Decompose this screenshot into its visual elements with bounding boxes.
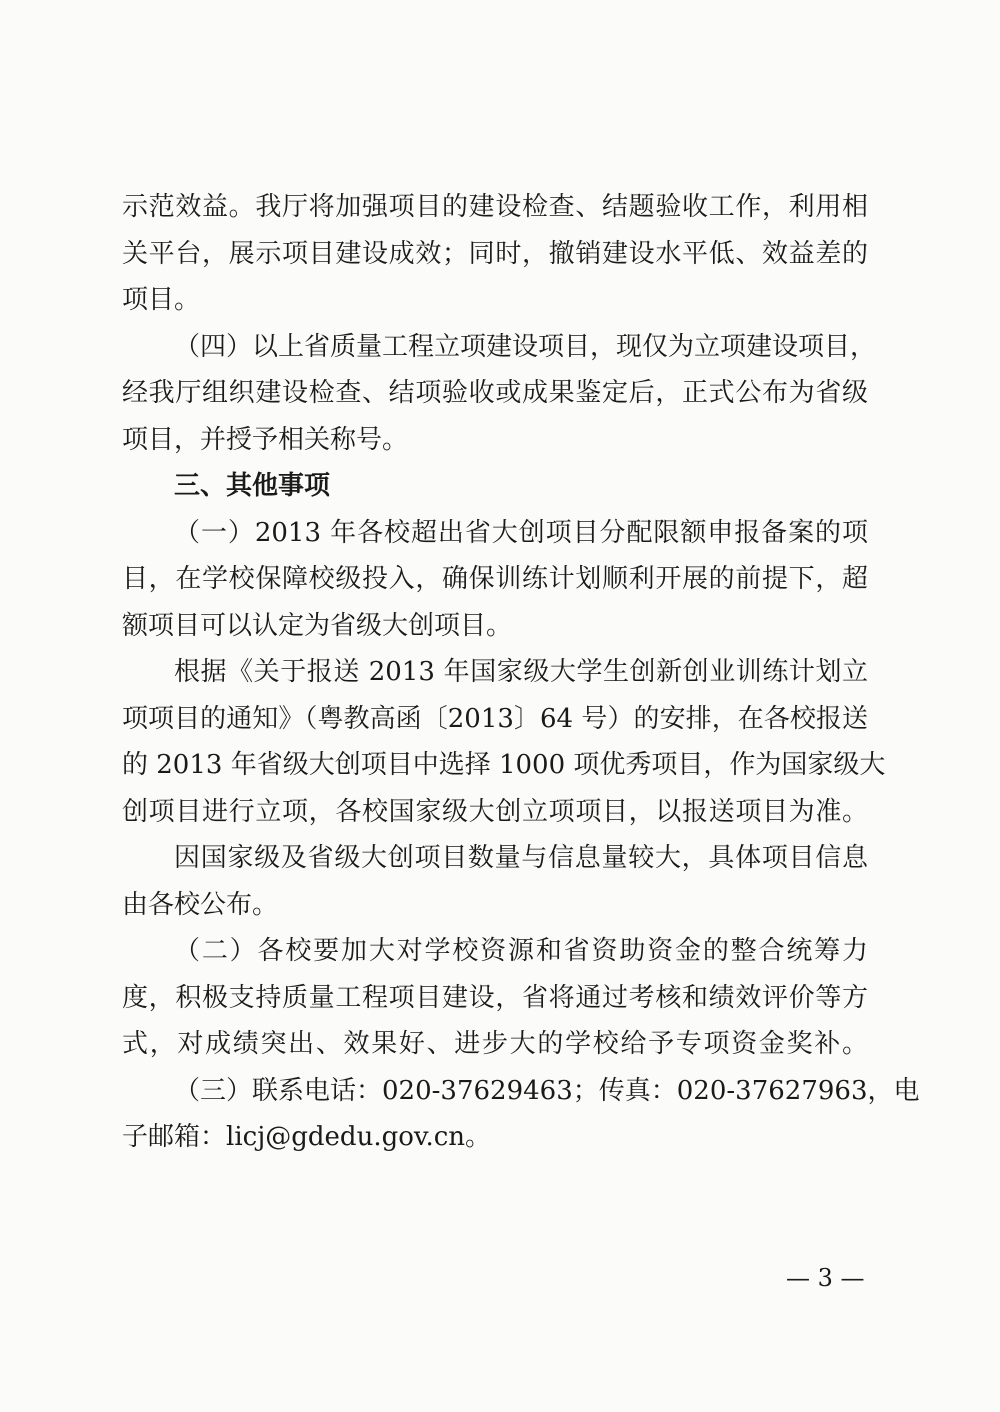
- line-text: 因国家级及省级大创项目数量与信息量较大，具体项目信息: [174, 843, 868, 873]
- line-text: 示范效益。我厅将加强项目的建设检查、结题验收工作，利用相: [122, 192, 868, 222]
- text-line: [122, 184, 868, 231]
- line-text: 项目，并授予相关称号。: [122, 424, 409, 455]
- line-text: 的 2013 年省级大创项目中选择 1000 项优秀项目，作为国家级大: [122, 750, 886, 780]
- text-line: [122, 1114, 868, 1161]
- line-text: 度，积极支持质量工程项目建设，省将通过考核和绩效评价等方: [122, 982, 868, 1013]
- text-line: [122, 417, 868, 464]
- text-line: [122, 882, 868, 929]
- text-line: [122, 742, 886, 789]
- line-text: 由各校公布。: [122, 889, 279, 920]
- heading-text: 三、其他事项: [174, 471, 331, 501]
- paragraph-start-line: [122, 1068, 920, 1115]
- line-text: 项目。: [122, 285, 201, 315]
- text-line: [122, 975, 868, 1022]
- text-line: [122, 231, 868, 278]
- text-line: [122, 789, 868, 836]
- paragraph-start-line: [122, 510, 868, 557]
- paragraph-start-line: [122, 649, 868, 696]
- text-line: [122, 556, 868, 603]
- line-text: 子邮箱：licj@gdedu.gov.cn。: [122, 1122, 492, 1152]
- line-text: 式，对成绩突出、效果好、进步大的学校给予专项资金奖补。: [122, 1029, 868, 1059]
- text-line: [122, 696, 868, 743]
- line-text: 根据《关于报送 2013 年国家级大学生创新创业训练计划立: [174, 657, 868, 687]
- line-text: 目，在学校保障校级投入，确保训练计划顺利开展的前提下，超: [122, 564, 868, 594]
- line-text: （四）以上省质量工程立项建设项目，现仅为立项建设项目，: [174, 331, 877, 362]
- line-text: 经我厅组织建设检查、结项验收或成果鉴定后，正式公布为省级: [122, 378, 868, 408]
- text-line: [122, 277, 868, 324]
- line-text: （一）2013 年各校超出省大创项目分配限额申报备案的项: [174, 517, 868, 548]
- document-body: [122, 184, 920, 1161]
- line-text: 项项目的通知》（粤教高函〔2013〕64 号）的安排，在各校报送: [122, 703, 868, 734]
- line-text: 创项目进行立项，各校国家级大创立项项目，以报送项目为准。: [122, 796, 868, 827]
- line-text: 关平台，展示项目建设成效；同时，撤销建设水平低、效益差的: [122, 238, 868, 269]
- paragraph-start-line: [122, 324, 877, 371]
- paragraph-start-line: [122, 928, 868, 975]
- section-heading: [122, 463, 868, 510]
- text-line: [122, 603, 868, 650]
- line-text: （二）各校要加大对学校资源和省资助资金的整合统筹力: [174, 936, 868, 966]
- page-number: — 3 —: [786, 1264, 865, 1292]
- text-line: [122, 370, 868, 417]
- line-text: 额项目可以认定为省级大创项目。: [122, 610, 513, 641]
- line-text: （三）联系电话：020-37629463；传真：020-37627963，电: [174, 1075, 920, 1106]
- text-line: [122, 1021, 868, 1068]
- paragraph-start-line: [122, 835, 868, 882]
